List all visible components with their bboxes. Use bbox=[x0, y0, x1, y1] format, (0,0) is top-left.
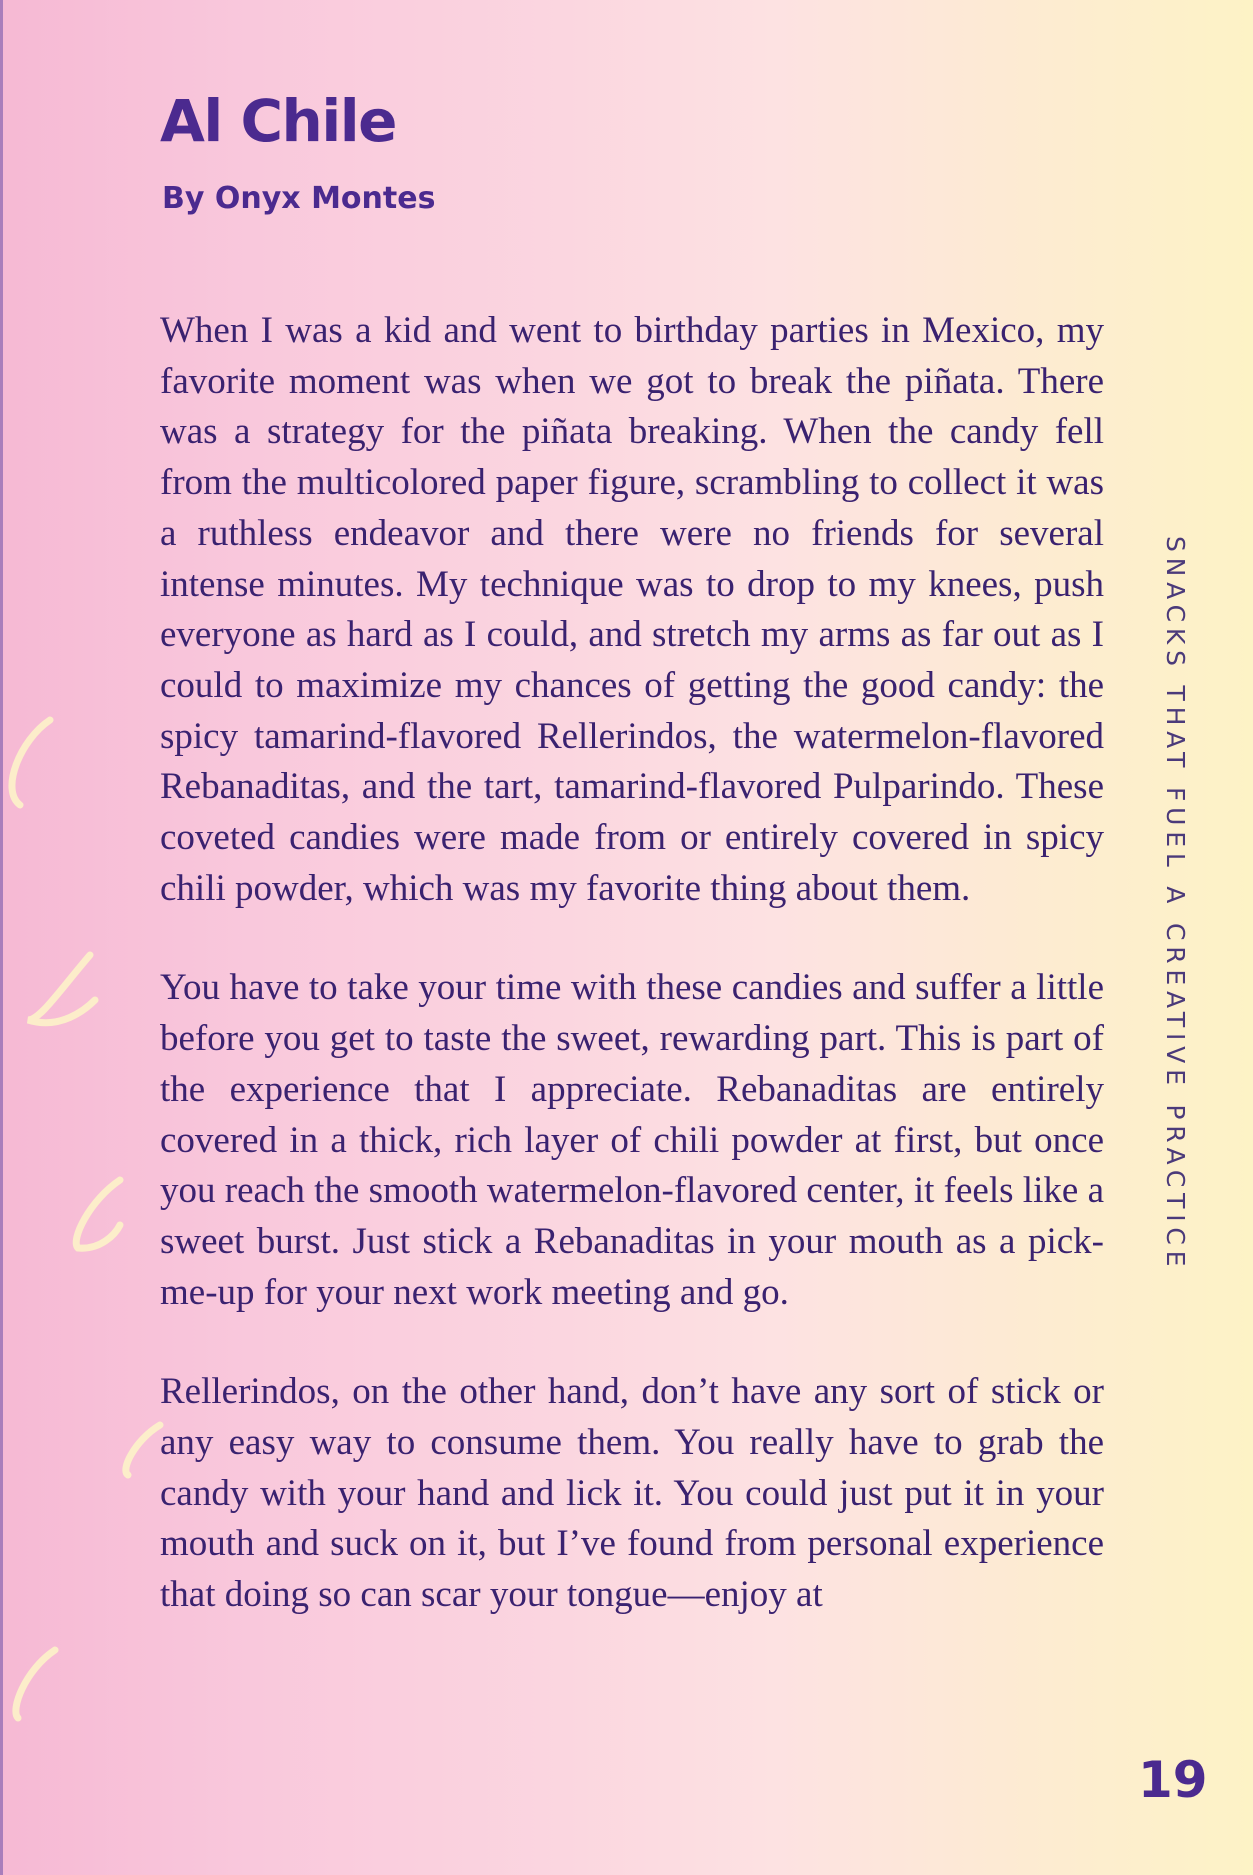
swirl-decoration bbox=[126, 1425, 160, 1475]
swirl-decoration bbox=[16, 1650, 55, 1718]
page-edge-line bbox=[0, 0, 3, 1875]
body-paragraph: When I was a kid and went to birthday parties in Mexico, my favorite moment was when we got to break the piñata. There was a strategy for the piñata breaking. When the candy fell from the multicolored paper figure, scrambling to collect it was a ruthless endeavor and there were no friends for several intense minutes. My technique was to drop to my knees, push everyone as hard as I could, and stretch my arms as far out as I could to maximize my chances of getting the good candy: the spicy tamarind-flavored Rellerindos, the watermelon-flavored Rebanaditas, and the tart, tamarind-flavored Pulparindo. These coveted candies were made from or entirely covered in spicy chili powder, which was my favorite thing about them. bbox=[160, 310, 1104, 909]
swirl-decoration bbox=[76, 1180, 120, 1248]
article-title: Al Chile bbox=[160, 87, 396, 155]
body-paragraph: You have to take your time with these candies and suffer a little before you get to taste the sweet, rewarding part. This is part of the experience that I appreciate. Rebanaditas are entirely covered in a thick, rich layer of chili powder at first, but once you reach the smooth watermelon-flavored center, it feels like a sweet burst. Just stick a Rebanaditas in your mouth as a pick-me-up for your next work meeting and go. bbox=[160, 967, 1104, 1313]
page-number: 19 bbox=[1138, 1751, 1208, 1809]
swirl-decoration bbox=[12, 720, 50, 805]
running-section-label: SNACKS THAT FUEL A CREATIVE PRACTICE bbox=[1161, 536, 1190, 1273]
swirl-decoration bbox=[28, 955, 95, 1023]
body-paragraph: Rellerindos, on the other hand, don’t have any sort of stick or any easy way to consume them. You really have to grab the candy with your hand and lick it. You could just put it in your mouth and suck on it, but I’ve found from personal experience that doing so can scar your tongue—enjoy at bbox=[160, 1371, 1104, 1616]
article-byline: By Onyx Montes bbox=[162, 181, 436, 216]
article-body bbox=[160, 306, 1104, 1670]
